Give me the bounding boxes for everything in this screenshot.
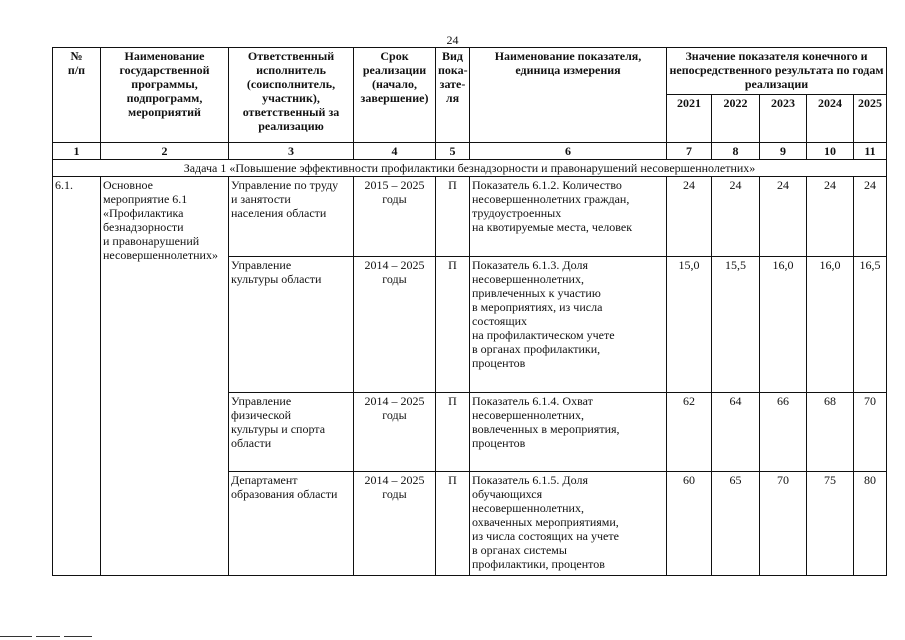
value-cell: 16,0: [807, 257, 854, 393]
header-row: [53, 48, 887, 95]
scan-edge-marks: [0, 634, 905, 640]
term-cell: 2014 – 2025 годы: [354, 257, 436, 393]
kind-cell: П: [436, 472, 470, 576]
header-term: Срок реализации (начало, завершение): [354, 48, 436, 143]
value-cell: 75: [807, 472, 854, 576]
value-cell: 70: [854, 393, 887, 472]
executor-cell: Управление по труду и занятости населения области: [229, 177, 354, 257]
header-executor: Ответственный исполнитель (соисполнитель, участник), ответственный за реализацию: [229, 48, 354, 143]
kind-cell: П: [436, 177, 470, 257]
value-cell: 62: [667, 393, 712, 472]
value-cell: 80: [854, 472, 887, 576]
column-number: 7: [667, 143, 712, 160]
page-number: 24: [446, 33, 459, 47]
kind-cell: П: [436, 257, 470, 393]
value-cell: 60: [667, 472, 712, 576]
indicator-cell: Показатель 6.1.5. Доля обучающихся несовершеннолетних, охваченных мероприятиями, из числа состоящих на учете в органах системы профилактики, процентов: [470, 472, 667, 576]
main-event: Основное мероприятие 6.1 «Профилактика безнадзорности и правонарушений несовершеннолетних»: [101, 177, 229, 576]
indicator-cell: Показатель 6.1.2. Количество несовершеннолетних граждан, трудоустроенных на квотируемые места, человек: [470, 177, 667, 257]
value-cell: 65: [712, 472, 760, 576]
indicator-cell: Показатель 6.1.4. Охват несовершеннолетних, вовлеченных в мероприятия, процентов: [470, 393, 667, 472]
column-number: 4: [354, 143, 436, 160]
value-cell: 24: [760, 177, 807, 257]
column-number: 10: [807, 143, 854, 160]
executor-cell: Департамент образования области: [229, 472, 354, 576]
table-row: [53, 177, 887, 257]
header-year: 2025: [854, 95, 887, 143]
column-number: 1: [53, 143, 101, 160]
value-cell: 70: [760, 472, 807, 576]
term-cell: 2014 – 2025 годы: [354, 472, 436, 576]
column-number: 9: [760, 143, 807, 160]
header-num: № п/п: [53, 48, 101, 143]
column-number: 6: [470, 143, 667, 160]
header-year: 2022: [712, 95, 760, 143]
header-year: 2021: [667, 95, 712, 143]
value-cell: 15,5: [712, 257, 760, 393]
executor-cell: Управление культуры области: [229, 257, 354, 393]
header-kind: Вид пока-зате-ля: [436, 48, 470, 143]
column-number: 8: [712, 143, 760, 160]
task-title: Задача 1 «Повышение эффективности профилактики безнадзорности и правонарушений несовершеннолетних»: [53, 160, 887, 177]
header-year: 2024: [807, 95, 854, 143]
value-cell: 64: [712, 393, 760, 472]
column-number: 5: [436, 143, 470, 160]
column-number: 3: [229, 143, 354, 160]
header-year: 2023: [760, 95, 807, 143]
indicator-cell: Показатель 6.1.3. Доля несовершеннолетних, привлеченных к участию в мероприятиях, из числа состоящих на профилактическом учете в органах профилактики, процентов: [470, 257, 667, 393]
header-values-title: Значение показателя конечного и непосредственного результата по годам реализации: [667, 48, 887, 95]
program-table: [52, 47, 887, 576]
column-numbers-row: [53, 143, 887, 160]
term-cell: 2014 – 2025 годы: [354, 393, 436, 472]
term-cell: 2015 – 2025 годы: [354, 177, 436, 257]
value-cell: 24: [854, 177, 887, 257]
value-cell: 24: [712, 177, 760, 257]
value-cell: 15,0: [667, 257, 712, 393]
value-cell: 68: [807, 393, 854, 472]
executor-cell: Управление физической культуры и спорта области: [229, 393, 354, 472]
value-cell: 24: [667, 177, 712, 257]
task-row: [53, 160, 887, 177]
value-cell: 66: [760, 393, 807, 472]
column-number: 2: [101, 143, 229, 160]
value-cell: 16,5: [854, 257, 887, 393]
main-number: 6.1.: [53, 177, 101, 576]
value-cell: 16,0: [760, 257, 807, 393]
header-name: Наименование государственной программы, подпрограмм, мероприятий: [101, 48, 229, 143]
column-number: 11: [854, 143, 887, 160]
header-indicator: Наименование показателя, единица измерения: [470, 48, 667, 143]
value-cell: 24: [807, 177, 854, 257]
kind-cell: П: [436, 393, 470, 472]
